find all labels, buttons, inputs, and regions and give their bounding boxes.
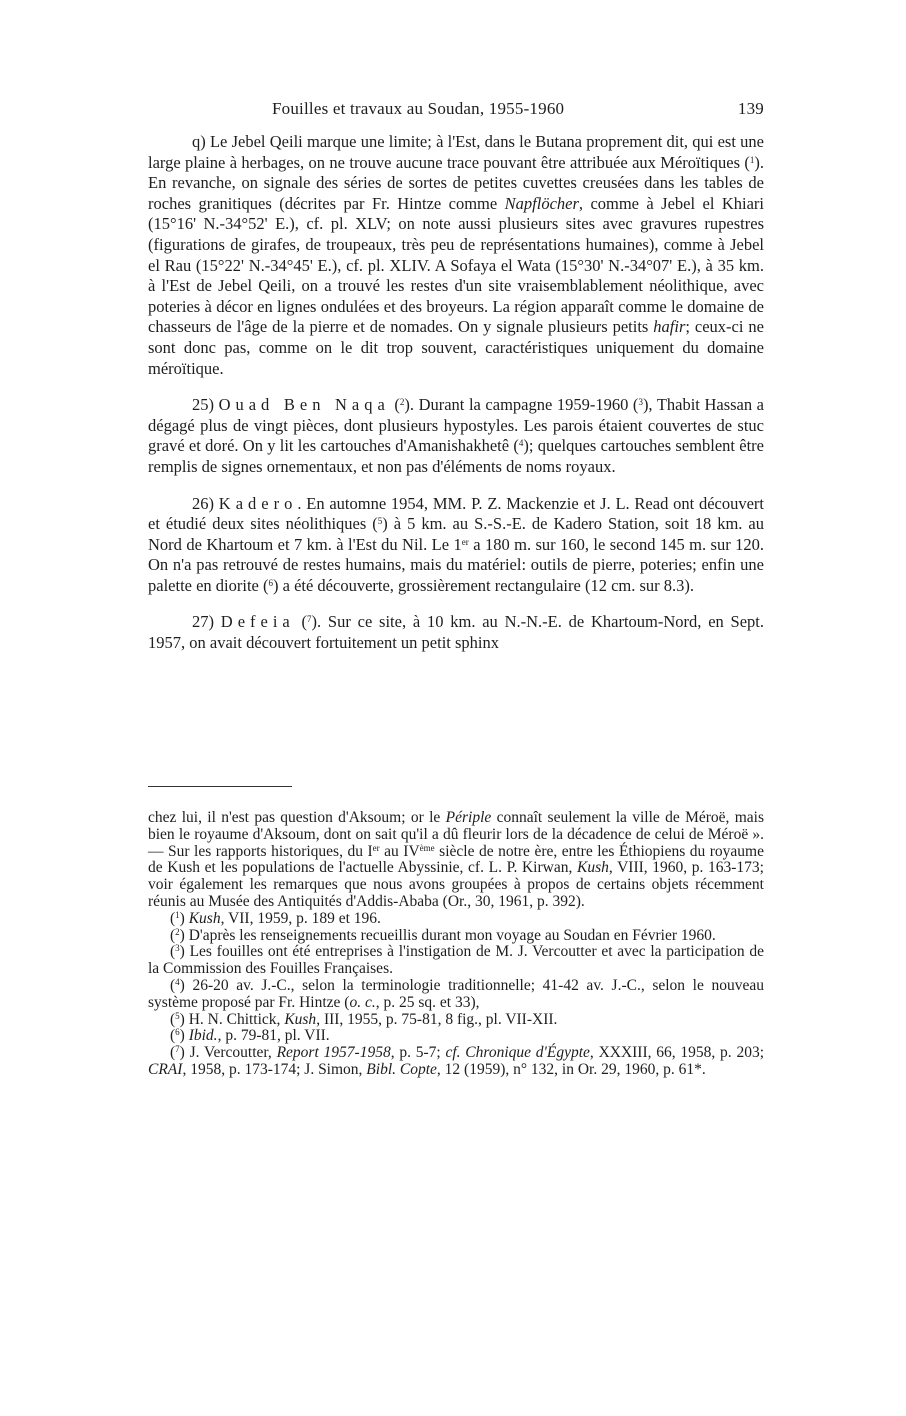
paragraph-27: 27) Defeia ($^7$). Sur ce site, à 10 km. au N.-N.-E. de Khartoum-Nord, en Sept. 1957, on avait découvert fortuitement un petit sphinx	[148, 612, 764, 653]
footnote-ref[interactable]: 7	[307, 614, 312, 625]
running-title: Fouilles et travaux au Soudan, 1955-1960	[272, 99, 565, 118]
footnote-ref[interactable]: 3	[638, 397, 643, 408]
paragraph-25: 25) Ouad Ben Naqa ($^2$). Durant la campagne 1959-1960 ($^3$), Thabit Hassan a dégagé plus de vingt pièces, dont plusieurs hypostyles. Les parois étaient couvertes de stuc gravé et doré. On y lit les cartouches d'Amanishakhetê ($^4$); quelques cartouches semblent être remplis de signes ornementaux, et non pas d'éléments de noms royaux.	[148, 395, 765, 476]
footnotes	[148, 810, 764, 1079]
footnote-ref[interactable]: 5	[377, 516, 383, 527]
footnote-1: ($^1$) Kush, VII, 1959, p. 189 et 196.	[170, 909, 381, 927]
footnote-ref[interactable]: 1	[749, 154, 755, 165]
footnote-4: ($^4$) 26-20 av. J.-C., selon la terminologie traditionnelle; 41-42 av. J.-C., selon le nouveau système proposé par Fr. Hintze (o. c., p. 25 sq. et 33),	[148, 976, 764, 1011]
footnote-3: ($^3$) Les fouilles ont été entreprises à l'instigation de M. J. Vercoutter et avec la participation de la Commission des Fouilles Françaises.	[148, 943, 764, 978]
site-name: Ouad Ben Naqa	[218, 395, 390, 415]
footnote-separator	[148, 786, 292, 787]
footnote-6: ($^6$) Ibid., p. 79-81, pl. VII.	[170, 1027, 330, 1045]
footnote-ref[interactable]: 4	[518, 438, 524, 449]
footnote-2: ($^2$) D'après les renseignements recueillis durant mon voyage au Soudan en Février 1960.	[170, 926, 716, 944]
footnote-ref[interactable]: 2	[399, 397, 405, 408]
running-header	[148, 99, 764, 123]
footnote-ref[interactable]: 6	[268, 577, 273, 588]
footnote-5: ($^5$) H. N. Chittick, Kush, III, 1955, p. 75-81, 8 fig., pl. VII-XII.	[170, 1010, 558, 1028]
paragraph-q: q) Le Jebel Qeili marque une limite; à l'Est, dans le Butana proprement dit, qui est une large plaine à herbages, on ne trouve aucune trace pouvant être attribuée aux Méroïtiques ($^1$). En revanche, on signale des séries de sortes de petites cuvettes creusées dans les tables de roches granitiques (décrites par Fr. Hintze comme Napflöcher, comme à Jebel el Khiari (15°16' N.-34°52' E.), cf. pl. XLV; on note aussi plusieurs sites avec gravures rupestres (figurations de girafes, de troupeaux, très peu de représentations humaines), comme à Jebel el Rau (15°22' N.-34°45' E.), cf. pl. XLIV. A Sofaya el Wata (15°30' N.-34°07' E.), à 35 km. à l'Est de Jebel Qeili, on a trouvé les restes d'un site vraisemblablement néolithique, avec poteries à décor en lignes ondulées et des broyeurs. La région apparaît comme le domaine de chasseurs de l'âge de la pierre et de nomades. On y signale plusieurs petits hafir; ceux-ci ne sont donc pas, comme on le dit trop souvent, caractéristiques uniquement du domaine méroïtique.	[148, 132, 764, 378]
site-name: Kadero	[218, 493, 298, 513]
site-name: Defeia	[220, 612, 295, 632]
footnote-continuation: chez lui, il n'est pas question d'Aksoum; or le Périple connaît seulement la ville de Méroë, mais bien le royaume d'Aksoum, dont on sait qu'il a dû fleurir lors de la décadence de celui de Méroë ». — Sur les rapports historiques, du Ier au IVème siècle de notre ère, entre les Éthiopiens du royaume de Kush et les populations de l'actuelle Abyssinie, cf. L. P. Kirwan, Kush, VIII, 1960, p. 163-173; voir également les remarques que nous avons groupées à propos de certains objets récemment réunis au Musée des Antiquités d'Addis-Ababa (Or., 30, 1961, p. 392).	[148, 809, 764, 910]
paragraph-26: 26) Kadero. En automne 1954, MM. P. Z. Mackenzie et J. L. Read ont découvert et étudié deux sites néolithiques ($^5$) à 5 km. au S.-S.-E. de Kadero Station, soit 18 km. au Nord de Khartoum et 7 km. à l'Est du Nil. Le 1er a 180 m. sur 160, le second 145 m. sur 120. On n'a pas retrouvé de restes humains, mais du matériel: outils de pierre, poteries; enfin une palette en diorite ($^6$) a été découverte, grossièrement rectangulaire (12 cm. sur 8.3).	[148, 493, 765, 595]
footnote-7: ($^7$) J. Vercoutter, Report 1957-1958, p. 5-7; cf. Chronique d'Égypte, XXXIII, 66, 1958, p. 203; CRAI, 1958, p. 173-174; J. Simon, Bibl. Copte, 12 (1959), n° 132, in Or. 29, 1960, p. 61*.	[148, 1044, 765, 1078]
page-number: 139	[737, 99, 764, 118]
main-text	[148, 132, 764, 654]
